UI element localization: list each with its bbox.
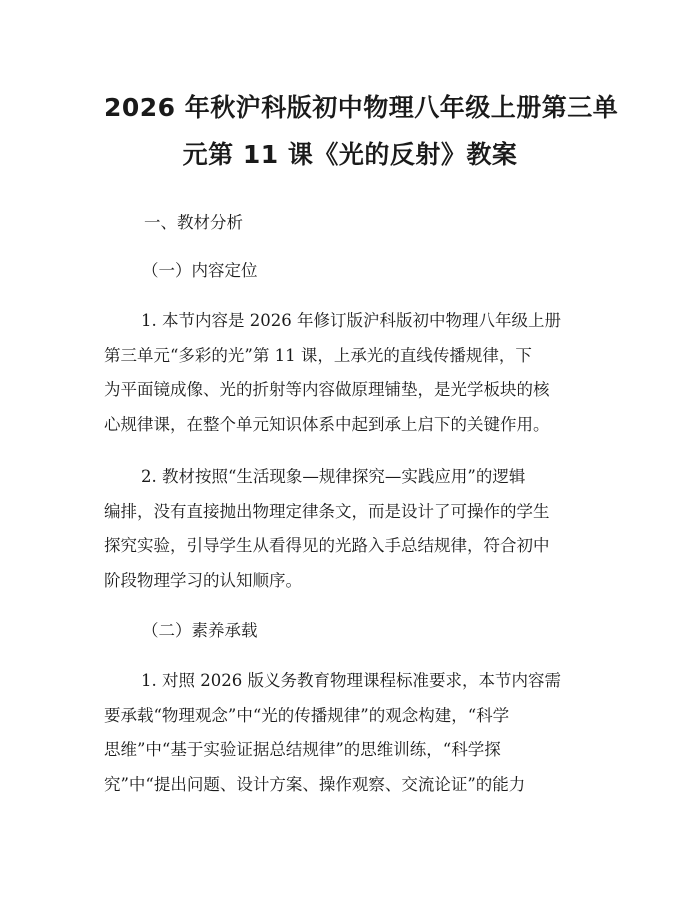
subsection-heading-literacy: （二）素养承载 <box>142 621 258 640</box>
paragraph-1-line-1: 1. 本节内容是 2026 年修订版沪科版初中物理八年级上册 <box>141 311 561 330</box>
paragraph-3-line-2: 要承载“物理观念”中“光的传播规律”的观念构建，“科学 <box>104 705 510 725</box>
section-heading-textbook-analysis: 一、教材分析 <box>144 213 243 232</box>
paragraph-1-line-2: 第三单元“多彩的光”第 11 课，上承光的直线传播规律，下 <box>104 345 532 365</box>
paragraph-3 <box>104 664 596 802</box>
document-title <box>104 0 619 178</box>
paragraph-3-line-1: 1. 对照 2026 版义务教育物理课程标准要求，本节内容需 <box>141 671 561 690</box>
paragraph-2-line-3: 探究实验，引导学生从看得见的光路入手总结规律，符合初中 <box>104 536 550 555</box>
paragraph-3-line-3: 思维”中“基于实验证据总结规律”的思维训练，“科学探 <box>104 740 501 759</box>
paragraph-2-line-2: 编排，没有直接抛出物理定律条文，而是设计了可操作的学生 <box>104 501 550 521</box>
paragraph-1-line-3: 为平面镜成像、光的折射等内容做原理铺垫，是光学板块的核 <box>104 380 550 399</box>
paragraph-2-line-1: 2. 教材按照“生活现象—规律探究—实践应用”的逻辑 <box>141 467 526 486</box>
paragraph-1 <box>104 304 596 442</box>
paragraph-3-line-4: 究”中“提出问题、设计方案、操作观察、交流论证”的能力 <box>104 774 526 794</box>
title-line-2: 元第 11 课《光的反射》教案 <box>182 140 518 169</box>
subsection-heading-content-positioning: （一）内容定位 <box>142 261 258 280</box>
paragraph-1-line-4: 心规律课，在整个单元知识体系中起到承上启下的关键作用。 <box>104 414 550 434</box>
title-line-1: 2026 年秋沪科版初中物理八年级上册第三单 <box>104 93 619 122</box>
paragraph-2 <box>104 460 596 598</box>
paragraph-2-line-4: 阶段物理学习的认知顺序。 <box>104 570 302 590</box>
